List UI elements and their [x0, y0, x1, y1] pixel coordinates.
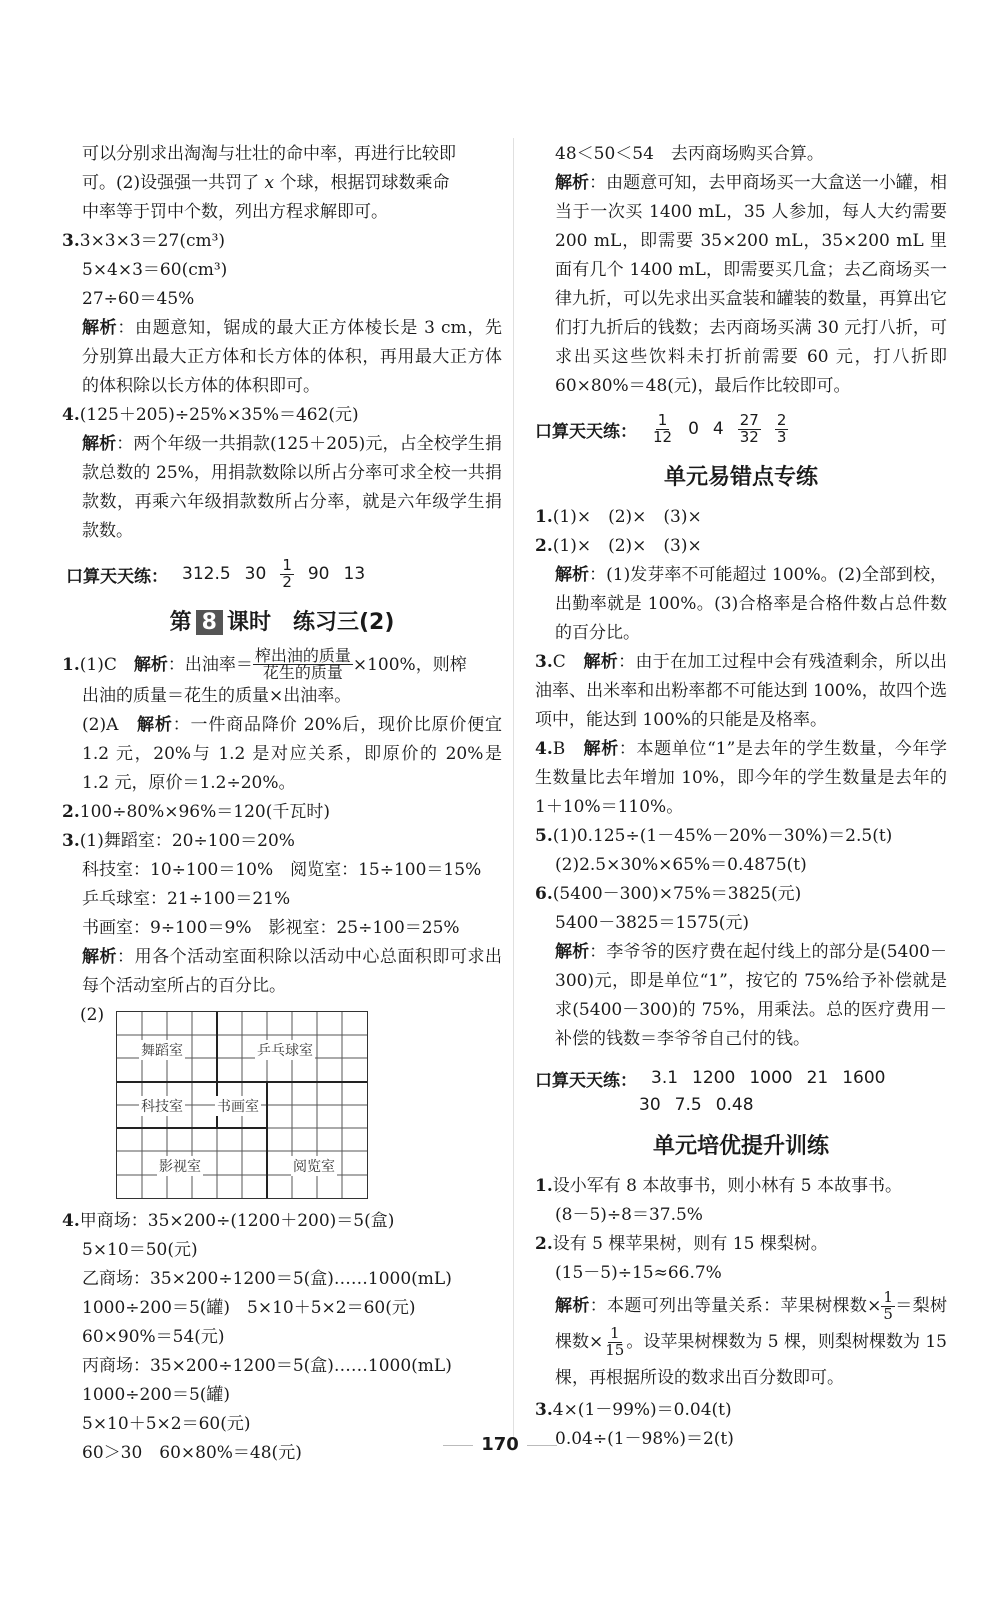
numerator: 1 [610, 1323, 620, 1342]
question-1 [535, 503, 947, 532]
question-2 [535, 532, 947, 561]
denominator: 15 [605, 1340, 625, 1359]
answer-line: (1)× (2)× (3)× [552, 506, 702, 527]
oral-label: 口算天天练： [535, 421, 637, 442]
answer-line: 27÷60＝45% [82, 289, 195, 309]
question-number: 3. [535, 651, 553, 672]
denominator: 5 [883, 1304, 893, 1323]
analysis-text: ：由题意可知，去甲商场买一大盒送一小罐，相当于一次买 1400 mL，35 人参加，每人大约需要 200 mL，即需要 35×200 mL，35×200 mL 里面有几个 1400 mL，即需要买几盒；去乙商场买一律九折，可以先求出买盒装和罐装的数量，再算出它们打九折后的钱数；去丙商场买满 30 元打八折，可求出买这些饮料未打折前需要 60 元，打八折即 60×80%＝48(元)，最后作比较即可。 [555, 173, 948, 396]
answer-line: 科技室：10÷100＝10% 阅览室：15÷100＝15% [82, 860, 482, 881]
analysis [62, 943, 502, 1001]
oral-label: 口算天天练： [66, 566, 168, 587]
fraction [881, 1287, 895, 1323]
analysis-text: 。设苹果树棵数为 5 棵，则梨树棵数为 15 棵，再根据所设的数求出百分数即可。 [555, 1331, 948, 1388]
text-line: 可。(2)设强强一共罚了 𝑥 个球，根据罚球数乘命 [82, 173, 450, 193]
answer-line: (1)0.125÷(1－45%－20%－30%)＝2.5(t) [552, 825, 893, 846]
answer-line: 设有 5 棵苹果树，则有 15 棵梨树。 [552, 1233, 828, 1254]
oral-value: 13 [343, 564, 366, 585]
section-heading: 单元易错点专练 [663, 464, 818, 490]
answer-line: (15－5)÷15≈66.7% [555, 1262, 722, 1283]
oral-value: 30 [639, 1094, 661, 1115]
right-column [535, 140, 947, 1454]
oral-value: 1000 [749, 1068, 793, 1088]
oral-practice [66, 558, 502, 591]
text-line: 48＜50＜54 去丙商场购买合算。 [555, 144, 824, 164]
analysis-label: 解析 [555, 1295, 590, 1316]
numerator: 榨出油的质量 [254, 645, 351, 665]
analysis-label: 解析 [82, 318, 118, 338]
answer-line: 60×90%＝54(元) [82, 1327, 225, 1348]
question-2b [535, 1230, 947, 1259]
denominator: 12 [653, 427, 673, 446]
analysis-text: ：本题可列出等量关系：苹果树棵数× [589, 1295, 882, 1316]
answer-line: 书画室：9÷100＝9% 影视室：25÷100＝25% [82, 918, 460, 939]
answer-line: 4×(1－99%)＝0.04(t) [552, 1399, 732, 1420]
oral-fraction [280, 558, 294, 591]
oral-value: 3.1 [651, 1068, 679, 1088]
fraction [603, 1323, 626, 1359]
oral-label: 口算天天练： [535, 1070, 637, 1091]
answer-line: 5×10＋5×2＝60(元) [82, 1414, 251, 1435]
analysis [62, 314, 502, 401]
analysis-text: ：(1)发芽率不可能超过 100%。(2)全部到校，出勤率就是 100%。(3)合格率是合格件数占总件数的百分比。 [555, 564, 948, 643]
numerator: 1 [282, 556, 292, 574]
oral-practice [535, 1066, 947, 1091]
analysis-label: 解析 [555, 941, 590, 962]
denominator: 花生的质量 [262, 663, 343, 683]
question-4 [62, 401, 502, 430]
question-1b [535, 1172, 947, 1201]
question-number: 1. [535, 1175, 553, 1196]
oral-value: 1200 [692, 1068, 736, 1088]
oral-value: 90 [307, 564, 330, 585]
analysis-label: 解析 [583, 738, 619, 759]
oral-value: 0 [688, 419, 699, 440]
numerator: 1 [657, 411, 668, 429]
oral-value: 1600 [842, 1068, 886, 1088]
question-number: 2. [535, 1233, 553, 1254]
question-number: 4. [535, 738, 553, 759]
question-number: 3. [62, 231, 80, 251]
question-number: 1. [62, 654, 80, 675]
page-number: 170 [0, 1434, 1000, 1455]
room-label: 影视室 [157, 1156, 203, 1176]
answer-line: 1000÷200＝5(罐) [82, 1385, 231, 1406]
analysis-label: 解析 [82, 947, 118, 968]
answer: B [552, 738, 566, 759]
analysis-label: 解析 [555, 173, 590, 193]
question-number: 3. [535, 1399, 553, 1420]
answer-line: 乙商场：35×200÷1200＝5(盒)……1000(mL) [82, 1269, 452, 1290]
part-label: (2) [80, 1005, 105, 1026]
oral-value: 30 [244, 564, 267, 585]
answer-line: 5×10＝50(元) [82, 1240, 198, 1261]
answer: (1)C [79, 654, 117, 675]
oral-fraction [651, 413, 674, 446]
analysis-text: ：由于在加工过程中会有残渣剩余，所以出油率、出米率和出粉率都不可能达到 100%，故四个选项中，能达到 100%的只能是及格率。 [535, 651, 948, 730]
answer-line: 5×4×3＝60(cm³) [82, 260, 228, 280]
analysis-text: ：本题单位“1”是去年的学生数量，今年学生数量比去年增加 10%，即今年的学生数量是去年的 1＋10%＝110%。 [535, 738, 948, 817]
analysis-label: 解析 [555, 564, 590, 585]
floor-plan-grid [116, 1011, 368, 1199]
analysis [535, 561, 947, 648]
analysis-text: ＝梨树棵数× [555, 1295, 947, 1352]
oral-value: 21 [806, 1068, 829, 1088]
lesson-number-badge: 8 [196, 610, 223, 635]
answer-line: (5400－300)×75%＝3825(元) [552, 883, 802, 904]
room-label: 科技室 [139, 1096, 185, 1116]
room-label: 书画室 [215, 1096, 261, 1116]
oral-value: 312.5 [182, 564, 231, 585]
answer-line: 1000÷200＝5(罐) 5×10＋5×2＝60(元) [82, 1298, 416, 1319]
numerator: 2 [776, 411, 787, 429]
section-heading: 单元培优提升训练 [652, 1133, 829, 1159]
answer-line: 0.04÷(1－98%)＝2(t) [555, 1428, 734, 1449]
question-number: 6. [535, 883, 553, 904]
analysis [535, 938, 947, 1054]
room-label: 乒乓球室 [255, 1040, 315, 1060]
analysis [535, 169, 947, 401]
analysis-label: 解析 [137, 715, 173, 736]
question-number: 4. [62, 1211, 80, 1232]
answer: C [552, 651, 566, 672]
oral-practice-row2 [535, 1095, 947, 1115]
question-5 [535, 822, 947, 851]
analysis-text: ：一件商品降价 20%后，现价比原价便宜 1.2 元，20%与 1.2 是对应关系，即原价的 20%是 1.2 元，原价＝1.2÷20%。 [82, 715, 503, 794]
question-number: 4. [62, 405, 80, 425]
question-2 [62, 798, 502, 827]
answer-line: 5400－3825＝1575(元) [555, 912, 750, 933]
oral-value: 4 [712, 419, 724, 440]
question-4b [62, 1207, 502, 1236]
question-3 [535, 648, 947, 735]
analysis-text: ：由题意知，锯成的最大正方体棱长是 3 cm，先分别算出最大正方体和长方体的体积，再用最大正方体的体积除以长方体的体积即可。 [82, 318, 503, 396]
question-number: 2. [535, 535, 553, 556]
analysis-text: ：出油率＝ [167, 654, 253, 675]
analysis [62, 711, 502, 798]
analysis-text: ×100%，则榨 [352, 654, 467, 675]
lesson-title: 课时 练习三(2) [226, 609, 395, 635]
answer-line: 设小军有 8 本故事书，则小林有 5 本故事书。 [552, 1175, 902, 1196]
analysis [535, 1288, 947, 1396]
question-4 [535, 735, 947, 822]
answer-line: 乒乓球室：21÷100＝21% [82, 889, 291, 910]
question-3b [62, 827, 502, 856]
question-3 [62, 227, 502, 256]
denominator: 32 [739, 427, 759, 446]
analysis [62, 430, 502, 546]
answer-line: 甲商场：35×200÷(1200＋200)＝5(盒) [79, 1211, 395, 1232]
analysis-label: 解析 [583, 651, 619, 672]
left-column [62, 140, 502, 1468]
lesson-heading [62, 605, 502, 636]
answer-line: (1)× (2)× (3)× [552, 535, 702, 556]
answer-line: 丙商场：35×200÷1200＝5(盒)……1000(mL) [82, 1356, 452, 1377]
room-label: 舞蹈室 [139, 1040, 185, 1060]
question-3b [535, 1396, 947, 1425]
text-line: 可以分别求出淘淘与壮壮的命中率，再进行比较即 [82, 144, 456, 164]
question-number: 5. [535, 825, 553, 846]
denominator: 3 [776, 427, 787, 446]
answer-line: (125＋205)÷25%×35%＝462(元) [79, 405, 359, 425]
oral-practice [535, 413, 947, 446]
floor-plan-figure [62, 1005, 502, 1201]
analysis-text: ：用各个活动室面积除以活动中心总面积即可求出每个活动室所占的百分比。 [82, 947, 503, 997]
analysis-text: ：李爷爷的医疗费在起付线上的部分是(5400－300)元，即是单位“1”，按它的 75%给予补偿就是求(5400－300)的 75%，用乘法。总的医疗费用－补偿的钱数＝李爷爷自己付的钱。 [555, 941, 948, 1049]
question-1 [62, 645, 502, 683]
answer-line: 3×3×3＝27(cm³) [79, 231, 226, 251]
question-6 [535, 880, 947, 909]
analysis-label: 解析 [133, 654, 168, 675]
oral-value: 7.5 [674, 1094, 702, 1115]
answer-line: 100÷80%×96%＝120(千瓦时) [79, 802, 330, 823]
oral-fraction [775, 413, 789, 446]
column-divider [513, 138, 514, 1438]
analysis-text: ：两个年级一共捐款(125＋205)元，占全校学生捐款总数的 25%，用捐款数除以所占分率可求全校一共捐款数，再乘六年级捐款数所占分率，就是六年级学生捐款数。 [82, 434, 503, 541]
question-number: 1. [535, 506, 553, 527]
analysis-label: 解析 [82, 434, 117, 454]
text-line: 出油的质量＝花生的质量×出油率。 [82, 686, 352, 707]
answer-line: (8－5)÷8＝37.5% [555, 1204, 703, 1225]
numerator: 1 [883, 1287, 893, 1306]
answer: (2)A [82, 715, 119, 736]
denominator: 2 [282, 572, 292, 591]
oral-value: 0.48 [715, 1094, 754, 1115]
text-line: 中率等于罚中个数，列出方程求解即可。 [82, 202, 388, 222]
answer-line: (2)2.5×30%×65%＝0.4875(t) [555, 854, 807, 875]
oral-fraction [738, 413, 761, 446]
lesson-pre: 第 [169, 609, 192, 635]
room-label: 阅览室 [291, 1156, 337, 1176]
answer-line: (1)舞蹈室：20÷100＝20% [79, 831, 295, 852]
question-number: 2. [62, 802, 80, 823]
answer-line: 60＞30 60×80%＝48(元) [82, 1443, 302, 1464]
question-number: 3. [62, 831, 80, 852]
numerator: 27 [739, 411, 759, 429]
formula-fraction [253, 645, 353, 683]
